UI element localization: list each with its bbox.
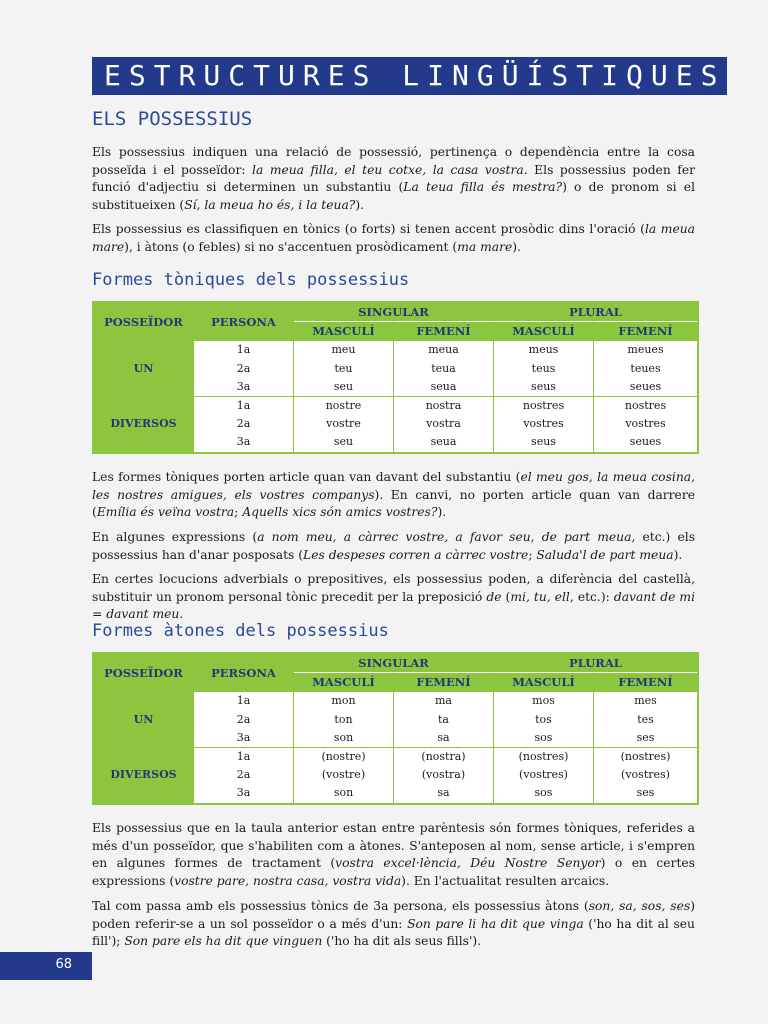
body-text: , etc.) els possessius han d'anar posposats (	[92, 530, 696, 562]
middle-paragraph-1	[92, 469, 695, 522]
header-femeni: FEMENÍ	[394, 672, 494, 691]
form-cell: vostres	[494, 415, 594, 433]
form-cell: nostra	[394, 396, 494, 415]
body-text: ). En canvi, no porten article quan van darrere (	[92, 487, 695, 520]
header-masculi: MASCULÍ	[494, 321, 594, 340]
body-text: Els possessius es classifiquen en tònics (o forts) si tenen accent prosòdic dins l'oració (	[92, 222, 645, 236]
middle-paragraph-3	[92, 571, 695, 624]
header-masculi: MASCULÍ	[494, 672, 594, 691]
form-cell: seu	[294, 433, 394, 451]
form-cell: tes	[594, 711, 697, 729]
form-cell: seu	[294, 378, 394, 396]
form-cell: seua	[394, 378, 494, 396]
form-cell: son	[294, 784, 394, 802]
form-cell: seus	[494, 378, 594, 396]
body-text: ).	[437, 505, 447, 520]
form-cell: mos	[494, 691, 594, 710]
body-text: (	[501, 589, 511, 604]
example-text: Les despeses corren a càrrec vostre	[303, 547, 529, 562]
form-cell: (vostres)	[494, 766, 594, 784]
header-femeni: FEMENÍ	[594, 672, 697, 691]
example-text: ma mare	[457, 239, 513, 254]
table-row	[94, 747, 697, 766]
chapter-banner	[92, 57, 727, 95]
body-text: ).	[355, 197, 365, 212]
form-cell: (nostra)	[394, 747, 494, 766]
header-plural: PLURAL	[494, 654, 697, 672]
body-text: ) o en certes expressions (	[92, 856, 695, 888]
form-cell: sa	[394, 729, 494, 747]
example-text: vostre pare, nostra casa, vostra vida	[174, 873, 402, 888]
tonic-title: Formes tòniques dels possessius	[92, 270, 410, 290]
persona-cell: 1a	[194, 747, 294, 766]
closing-paragraph-1	[92, 820, 695, 890]
form-cell: meues	[594, 340, 697, 359]
body-text: En algunes expressions (	[92, 530, 258, 544]
tonic-table	[92, 301, 699, 454]
body-text: ).	[512, 239, 521, 254]
form-cell: meua	[394, 340, 494, 359]
form-cell: vostres	[594, 415, 697, 433]
header-persona: PERSONA	[194, 654, 294, 691]
page-number-tab	[0, 952, 92, 980]
body-text: , etc.):	[569, 589, 614, 604]
section-title: ELS POSSESSIUS	[92, 108, 253, 130]
form-cell: ton	[294, 711, 394, 729]
example-text: vostra excel·lència, Déu Nostre Senyor	[335, 856, 601, 871]
header-singular: SINGULAR	[294, 654, 494, 672]
middle-paragraph-2	[92, 529, 695, 564]
form-cell: mes	[594, 691, 697, 710]
form-cell: teues	[594, 360, 697, 378]
table-row	[94, 340, 697, 359]
form-cell: (nostres)	[494, 747, 594, 766]
persona-cell: 3a	[194, 784, 294, 802]
body-text: ) o de pronom si el substitueixen (	[92, 180, 696, 212]
group-label: UN	[94, 340, 194, 396]
group-label: DIVERSOS	[94, 396, 194, 452]
body-text: ;	[528, 547, 537, 562]
group-label: UN	[94, 691, 194, 747]
example-text: mi, tu, ell	[510, 589, 570, 604]
form-cell: vostra	[394, 415, 494, 433]
body-text: Els possessius indiquen una relació de possessió, pertinença o dependència entre la cosa posseïda i el posseïdor:	[92, 145, 695, 177]
header-masculi: MASCULÍ	[294, 672, 394, 691]
header-plural: PLURAL	[494, 303, 697, 321]
persona-cell: 3a	[194, 433, 294, 451]
example-text: son, sa, sos, ses	[588, 899, 691, 913]
form-cell: son	[294, 729, 394, 747]
form-cell: (nostres)	[594, 747, 697, 766]
form-cell: nostre	[294, 396, 394, 415]
example-text: Emília és veïna vostra	[96, 505, 235, 520]
form-cell: sos	[494, 784, 594, 802]
persona-cell: 2a	[194, 415, 294, 433]
body-text: ;	[234, 505, 243, 520]
body-text: ('ho ha dit als seus fills').	[322, 934, 482, 949]
header-masculi: MASCULÍ	[294, 321, 394, 340]
chapter-title: ESTRUCTURES LINGÜÍSTIQUES	[104, 59, 726, 92]
persona-cell: 1a	[194, 340, 294, 359]
closing-paragraph-2	[92, 898, 695, 951]
form-cell: nostres	[594, 396, 697, 415]
intro-paragraph-1	[92, 144, 695, 214]
example-text: la meua mare	[92, 222, 695, 254]
example-text: Sí, la meua ho és, i la teua?	[184, 197, 356, 212]
header-femeni: FEMENÍ	[594, 321, 697, 340]
example-text: de	[486, 589, 502, 604]
form-cell: seus	[494, 433, 594, 451]
body-text: Les formes tòniques porten article quan van davant del substantiu (	[92, 470, 521, 484]
form-cell: (vostre)	[294, 766, 394, 784]
table-row	[94, 691, 697, 710]
form-cell: sos	[494, 729, 594, 747]
atonic-table	[92, 652, 699, 805]
body-text: ). En l'actualitat resulten arcaics.	[401, 873, 610, 888]
example-text: Son pare els ha dit que vinguen	[124, 934, 323, 949]
form-cell: ma	[394, 691, 494, 710]
persona-cell: 2a	[194, 360, 294, 378]
example-text: Aquells xics són amics vostres?	[242, 505, 438, 520]
form-cell: tos	[494, 711, 594, 729]
form-cell: meu	[294, 340, 394, 359]
form-cell: (vostra)	[394, 766, 494, 784]
body-text: ).	[673, 547, 683, 562]
form-cell: (nostre)	[294, 747, 394, 766]
form-cell: teus	[494, 360, 594, 378]
example-text: la meua filla, el teu cotxe, la casa vostra	[252, 162, 524, 177]
body-text: En certes locucions adverbials o prepositives, els possessius poden, a diferència del castellà, substituir un pronom personal tònic precedit per la preposició	[92, 572, 695, 604]
form-cell: meus	[494, 340, 594, 359]
header-persona: PERSONA	[194, 303, 294, 340]
example-text: Saluda'l de part meua	[536, 547, 674, 562]
persona-cell: 3a	[194, 378, 294, 396]
header-femeni: FEMENÍ	[394, 321, 494, 340]
form-cell: sa	[394, 784, 494, 802]
table-row	[94, 396, 697, 415]
example-text: La teua filla és mestra?	[403, 180, 563, 195]
example-text: a nom meu, a càrrec vostre, a favor seu, de part meua	[257, 530, 632, 544]
form-cell: vostre	[294, 415, 394, 433]
atonic-title: Formes àtones dels possessius	[92, 621, 389, 641]
form-cell: ses	[594, 784, 697, 802]
header-singular: SINGULAR	[294, 303, 494, 321]
form-cell: ses	[594, 729, 697, 747]
form-cell: teua	[394, 360, 494, 378]
header-posseidor: POSSEÏDOR	[94, 654, 194, 691]
form-cell: seua	[394, 433, 494, 451]
example-text: Son pare li ha dit que vinga	[407, 916, 584, 931]
body-text: ) poden referir-se a un sol posseïdor o a més d'un:	[92, 899, 695, 931]
form-cell: seues	[594, 378, 697, 396]
body-text: Els possessius que en la taula anterior estan entre parèntesis són formes tòniques, referides a més d'un posseïdor, que s'habiliten com a àtones. S'anteposen al nom, sense article, i s'empren en algunes formes de tractament (	[92, 821, 695, 871]
example-text: el meu gos, la meua cosina, les nostres amigues, els vostres companys	[92, 470, 695, 502]
header-posseidor: POSSEÏDOR	[94, 303, 194, 340]
body-text: Tal com passa amb els possessius tònics de 3a persona, els possessius àtons (	[92, 899, 589, 913]
body-text: ('ho ha dit al seu fill');	[92, 916, 695, 949]
body-text: ), i àtons (o febles) si no s'accentuen prosòdicament (	[124, 239, 458, 254]
persona-cell: 1a	[194, 396, 294, 415]
page-number: 68	[55, 957, 72, 972]
persona-cell: 2a	[194, 711, 294, 729]
persona-cell: 1a	[194, 691, 294, 710]
group-label: DIVERSOS	[94, 747, 194, 803]
body-text: . Els possessius poden fer funció d'adjectiu si determinen un substantiu (	[92, 162, 696, 195]
example-text: davant de mi = davant meu.	[92, 589, 696, 622]
form-cell: nostres	[494, 396, 594, 415]
form-cell: seues	[594, 433, 697, 451]
form-cell: ta	[394, 711, 494, 729]
persona-cell: 2a	[194, 766, 294, 784]
form-cell: teu	[294, 360, 394, 378]
intro-paragraph-2	[92, 221, 695, 256]
persona-cell: 3a	[194, 729, 294, 747]
form-cell: mon	[294, 691, 394, 710]
form-cell: (vostres)	[594, 766, 697, 784]
